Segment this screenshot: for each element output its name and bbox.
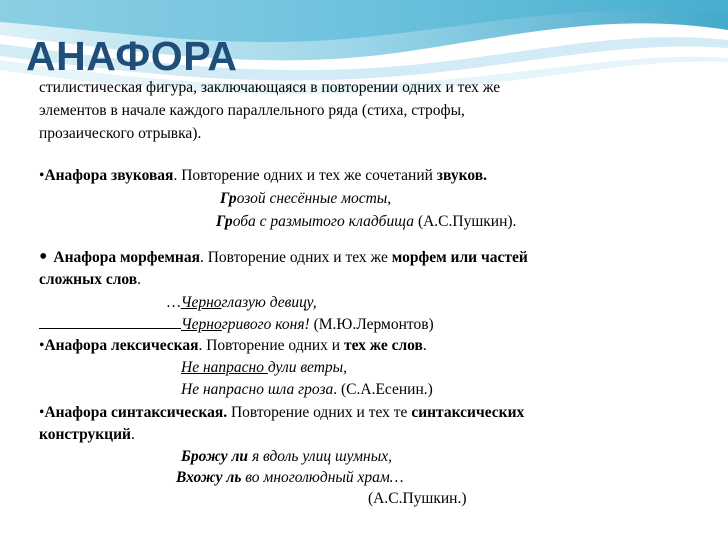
morpheme-bold: сложных слов bbox=[39, 271, 138, 288]
definition-line: стилистическая фигура, заключающаяся в повторении одних и тех же bbox=[39, 79, 501, 96]
example-text: Не напрасно шла гроза bbox=[181, 381, 334, 398]
morpheme-example-1 bbox=[167, 295, 317, 311]
example-underlined: Не напрасно bbox=[181, 359, 268, 376]
example-rest: я вдоль улиц шумных, bbox=[248, 448, 392, 465]
bullet: • bbox=[39, 404, 45, 421]
syntactic-text: Повторение одних и тех те bbox=[227, 404, 412, 421]
morpheme-example-2 bbox=[181, 317, 434, 333]
example-rest: во многолюдный храм… bbox=[241, 469, 404, 486]
example-head: Гр bbox=[220, 190, 237, 207]
lexical-example-1 bbox=[181, 360, 347, 376]
syntactic-bold: синтаксических bbox=[411, 404, 525, 421]
syntactic-example-1 bbox=[181, 449, 392, 465]
morpheme-text: . Повторение одних и тех же bbox=[199, 249, 392, 266]
syntactic-example-2 bbox=[176, 470, 404, 486]
sound-example-2 bbox=[216, 214, 516, 230]
morpheme-end: . bbox=[137, 271, 142, 288]
term-lexical: Анафора лексическая bbox=[44, 337, 199, 354]
syntactic-end: . bbox=[130, 426, 135, 443]
sound-example-1 bbox=[220, 191, 391, 207]
example-rest: оба с размытого кладбища bbox=[232, 213, 415, 230]
definition-line: прозаического отрывка). bbox=[39, 125, 202, 142]
example-rest: озой снесённые мосты, bbox=[236, 190, 392, 207]
morpheme-anaphora-line bbox=[39, 245, 528, 269]
example-author: (М.Ю.Лермонтов) bbox=[309, 316, 434, 333]
example-underlined: Черно bbox=[181, 316, 222, 333]
syntactic-anaphora-line-2 bbox=[39, 427, 135, 443]
term-morpheme: Анафора морфемная bbox=[53, 249, 200, 266]
definition-line: элементов в начале каждого параллельного ряда (стиха, строфы, bbox=[39, 102, 465, 119]
lexical-text: . Повторение одних и bbox=[198, 337, 344, 354]
lexical-end: . bbox=[422, 337, 427, 354]
example-head: Вхожу ль bbox=[176, 469, 242, 486]
example-rest: дули ветры, bbox=[267, 359, 348, 376]
example-author: . (С.А.Есенин.) bbox=[333, 381, 433, 398]
bullet: • bbox=[39, 244, 48, 270]
term-sound: Анафора звуковая bbox=[44, 167, 174, 184]
bullet: • bbox=[39, 167, 45, 184]
example-head: Гр bbox=[216, 213, 233, 230]
page-title: АНАФОРА bbox=[26, 33, 238, 79]
syntactic-author: (А.С.Пушкин.) bbox=[368, 490, 467, 507]
morpheme-anaphora-line-2 bbox=[39, 272, 141, 288]
bullet: • bbox=[39, 337, 45, 354]
example-author: (А.С.Пушкин). bbox=[414, 213, 517, 230]
lexical-anaphora-line bbox=[39, 338, 427, 354]
example-rest: глазую девицу, bbox=[221, 294, 317, 311]
lexical-example-2 bbox=[181, 382, 433, 398]
sound-bold: звуков. bbox=[436, 167, 487, 184]
example-underlined: Черно bbox=[180, 294, 222, 311]
example-rest: гривого коня! bbox=[221, 316, 310, 333]
syntactic-anaphora-line bbox=[39, 405, 524, 421]
lexical-bold: тех же слов bbox=[343, 337, 423, 354]
underline-rule bbox=[39, 328, 181, 329]
example-pre: … bbox=[167, 294, 181, 311]
syntactic-bold: конструкций bbox=[39, 426, 131, 443]
morpheme-bold: морфем или частей bbox=[391, 249, 528, 266]
example-head: Брожу ли bbox=[181, 448, 249, 465]
term-syntactic: Анафора синтаксическая. bbox=[44, 404, 228, 421]
sound-anaphora-line bbox=[39, 168, 487, 184]
sound-text: . Повторение одних и тех же сочетаний bbox=[173, 167, 437, 184]
